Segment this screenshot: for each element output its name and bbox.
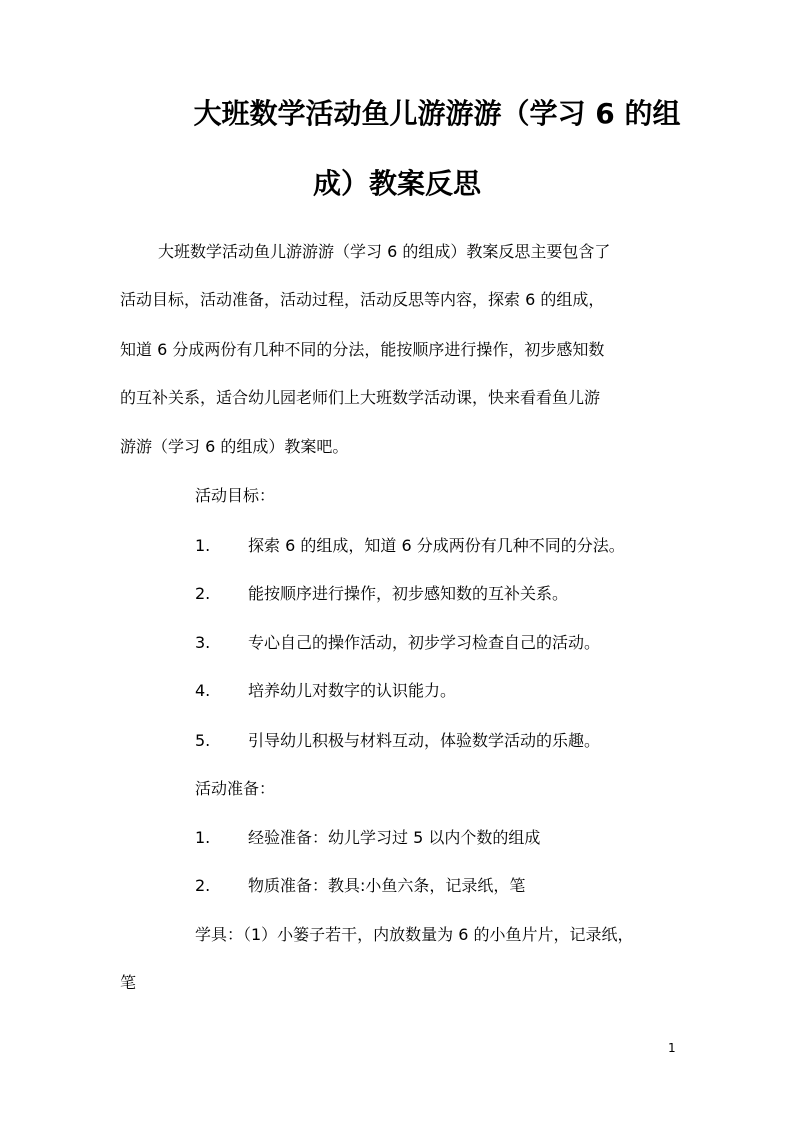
prep-heading: 活动准备：	[195, 779, 276, 798]
list-item-text: 探索 6 的组成，知道 6 分成两份有几种不同的分法。	[248, 536, 625, 555]
list-item-number: 4.	[195, 681, 211, 700]
document-title-line-1: 大班数学活动鱼儿游游游（学习 6 的组	[193, 97, 681, 130]
list-item-text: 专心自己的操作活动，初步学习检查自己的活动。	[248, 633, 601, 652]
intro-line-3: 知道 6 分成两份有几种不同的分法，能按顺序进行操作，初步感知数	[120, 340, 605, 359]
list-item-text: 引导幼儿积极与材料互动，体验数学活动的乐趣。	[248, 731, 601, 750]
list-item-number: 2.	[195, 876, 211, 895]
goals-heading: 活动目标：	[195, 486, 276, 505]
list-item-number: 3.	[195, 633, 211, 652]
list-item-text: 经验准备：幼儿学习过 5 以内个数的组成	[248, 828, 541, 847]
document-title-line-2: 成）教案反思	[312, 167, 481, 200]
intro-line-4: 的互补关系，适合幼儿园老师们上大班数学活动课，快来看看鱼儿游	[120, 388, 601, 407]
list-item-text: 物质准备：教具:小鱼六条，记录纸，笔	[248, 876, 526, 895]
materials-line-2: 笔	[120, 973, 137, 992]
intro-line-2: 活动目标，活动准备，活动过程，活动反思等内容，探索 6 的组成，	[120, 290, 605, 309]
list-item-number: 5.	[195, 731, 211, 750]
list-item-number: 1.	[195, 828, 211, 847]
list-item-text: 培养幼儿对数字的认识能力。	[248, 681, 457, 700]
page-number: 1	[668, 1041, 676, 1055]
list-item-text: 能按顺序进行操作，初步感知数的互补关系。	[248, 584, 569, 603]
list-item-number: 2.	[195, 584, 211, 603]
materials-line-1: 学具：（1）小篓子若干，内放数量为 6 的小鱼片片，记录纸，	[195, 925, 634, 944]
intro-line-1: 大班数学活动鱼儿游游游（学习 6 的组成）教案反思主要包含了	[158, 242, 611, 261]
list-item-number: 1.	[195, 536, 211, 555]
intro-line-5: 游游（学习 6 的组成）教案吧。	[120, 437, 349, 456]
